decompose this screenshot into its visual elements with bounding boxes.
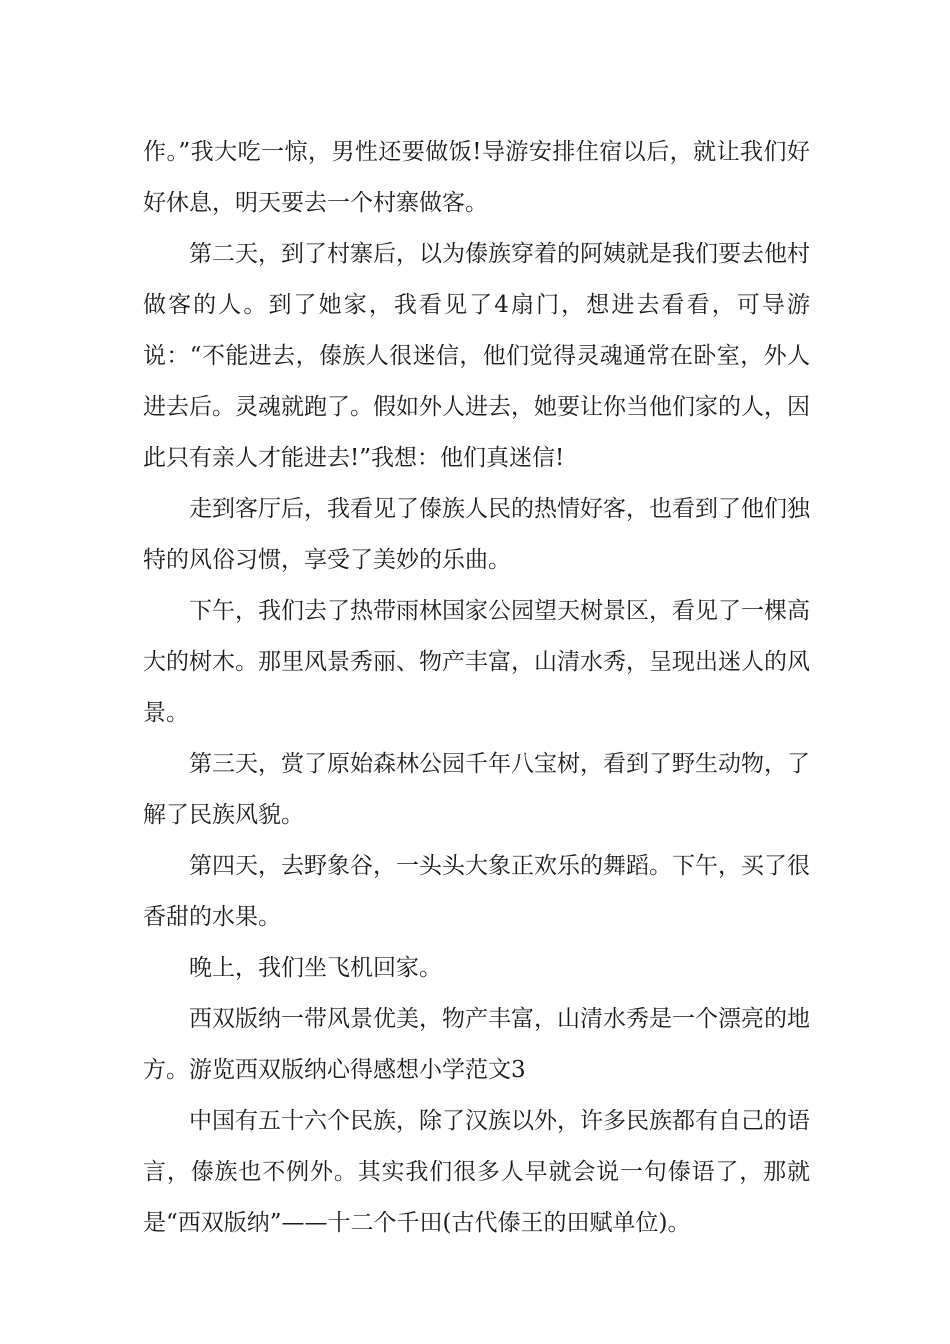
- paragraph-1: 作。”我大吃一惊，男性还要做饭!导游安排住宿以后，就让我们好好休息，明天要去一个村寨做客。: [143, 139, 810, 216]
- paragraph-2: 第二天，到了村寨后，以为傣族穿着的阿姨就是我们要去他村做客的人。到了她家，我看见了4扇门，想进去看看，可导游说：“不能进去，傣族人很迷信，他们觉得灵魂通常在卧室，外人进去后。灵魂就跑了。假如外人进去，她要让你当他们家的人，因此只有亲人才能进去!”我想：他们真迷信!: [143, 241, 810, 471]
- paragraph-7: 晚上，我们坐飞机回家。: [189, 955, 442, 981]
- document-body: [143, 127, 810, 1249]
- paragraph-9: 中国有五十六个民族，除了汉族以外，许多民族都有自己的语言，傣族也不例外。其实我们很多人早就会说一句傣语了，那就是“西双版纳”——十二个千田(古代傣王的田赋单位)。: [143, 1108, 810, 1236]
- paragraph-5: 第三天，赏了原始森林公园千年八宝树，看到了野生动物，了解了民族风貌。: [143, 751, 810, 828]
- paragraph-3: 走到客厅后，我看见了傣族人民的热情好客，也看到了他们独特的风俗习惯，享受了美妙的乐曲。: [143, 496, 810, 573]
- paragraph-4: 下午，我们去了热带雨林国家公园望天树景区，看见了一棵高大的树木。那里风景秀丽、物产丰富，山清水秀，呈现出迷人的风景。: [143, 598, 810, 726]
- paragraph-6: 第四天，去野象谷，一头头大象正欢乐的舞蹈。下午，买了很香甜的水果。: [143, 853, 810, 930]
- paragraph-8: 西双版纳一带风景优美，物产丰富，山清水秀是一个漂亮的地方。游览西双版纳心得感想小学范文3: [143, 1006, 810, 1083]
